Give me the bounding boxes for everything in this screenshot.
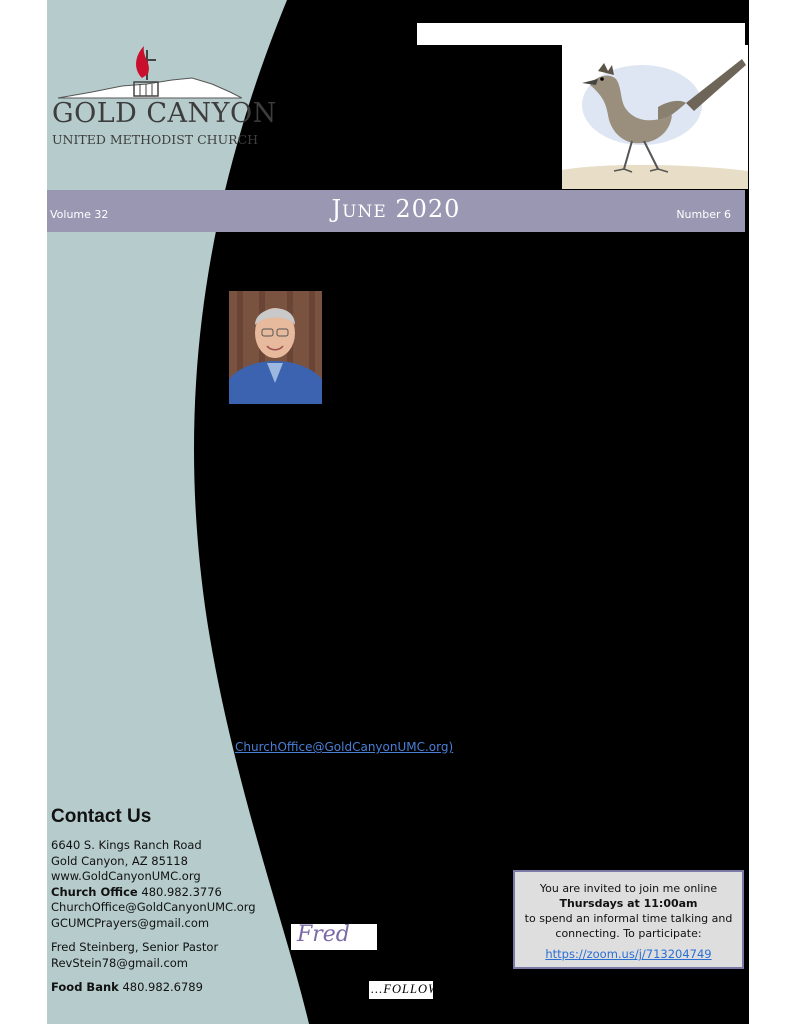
issue-banner: [47, 190, 745, 232]
cross-and-flame-icon: [52, 40, 242, 100]
zoom-invite-box: [513, 870, 744, 969]
church-office-email[interactable]: ChurchOffice@GoldCanyonUMC.org: [51, 900, 256, 914]
church-logo: [52, 40, 277, 150]
invite-line-4: connecting. To participate:: [555, 927, 702, 940]
pastor-portrait-icon: [229, 291, 322, 404]
website-link[interactable]: www.GoldCanyonUMC.org: [51, 869, 201, 883]
invite-line-2: Thursdays at 11:00am: [559, 897, 698, 910]
follow-box: [369, 981, 440, 999]
header-strip: [417, 23, 745, 45]
pastor-signature: [291, 924, 377, 950]
invite-line-3: to spend an informal time talking and: [524, 912, 733, 925]
food-bank-phone: [51, 980, 281, 996]
prayers-email[interactable]: GCUMCPrayers@gmail.com: [51, 915, 210, 930]
food-bank-label: Food Bank: [51, 980, 119, 994]
church-name: GOLD CANYON: [52, 98, 277, 129]
roadrunner-icon: [562, 45, 748, 189]
address-line-1: 6640 S. Kings Ranch Road: [51, 838, 202, 852]
signature-text: Fred: [297, 924, 350, 947]
volume-label: Volume 32: [50, 208, 109, 221]
roadrunner-illustration: [562, 45, 748, 189]
pastor-name: Fred Steinberg, Senior Pastor: [51, 940, 219, 954]
contact-section: [51, 806, 281, 996]
church-office-email-link[interactable]: ChurchOffice@GoldCanyonUMC.org): [235, 740, 454, 754]
address-line-2: Gold Canyon, AZ 85118: [51, 853, 188, 868]
pastor-photo: [229, 291, 322, 404]
food-bank-number: 480.982.6789: [118, 980, 203, 994]
issue-number: Number 6: [676, 208, 731, 221]
church-subtitle: UNITED METHODIST CHURCH: [52, 132, 258, 147]
church-office-phone: [51, 885, 281, 901]
church-office-number: 480.982.3776: [137, 884, 222, 899]
issue-month: June 2020: [331, 195, 461, 223]
church-office-label: Church Office: [51, 884, 138, 899]
follow-text: ...FOLLOW: [371, 982, 440, 996]
zoom-link[interactable]: https://zoom.us/j/713204749: [545, 947, 712, 961]
contact-heading: Contact Us: [51, 806, 152, 827]
invite-line-1: You are invited to join me online: [539, 882, 718, 895]
pastor-email[interactable]: RevStein78@gmail.com: [51, 955, 189, 970]
